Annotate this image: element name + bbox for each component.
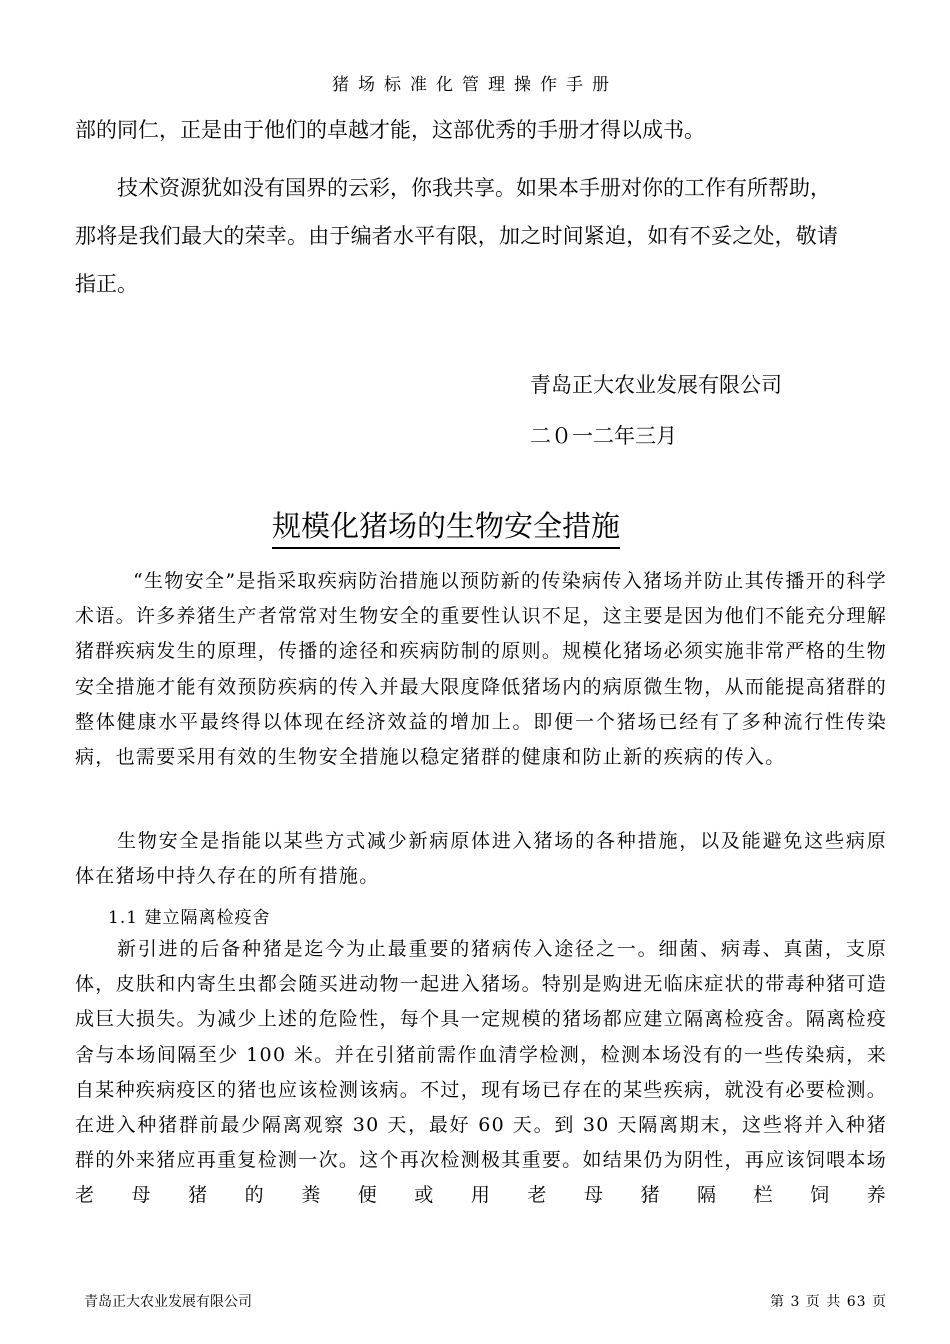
body-paragraph-1: “生物安全”是指采取疾病防治措施以预防新的传染病传入猪场并防止其传播开的科学术语。许多养猪生产者常常对生物安全的重要性认识不足，这主要是因为他们不能充分理解猪群疾病发生的原理，传播的途径和疾病防制的原则。规模化猪场必须实施非常严格的生物安全措施才能有效预防疾病的传入并最大限度降低猪场内的病原微生物，从而能提高猪群的整体健康水平最终得以体现在经济效益的增加上。即便一个猪场已经有了多种流行性传染病，也需要采用有效的生物安全措施以稳定猪群的健康和防止新的疾病的传入。	[75, 570, 888, 769]
footer-company: 青岛正大农业发展有限公司	[84, 1294, 252, 1310]
body-paragraph-2: 生物安全是指能以某些方式减少新病原体进入猪场的各种措施，以及能避免这些病原体在猪场中持久存在的所有措施。	[75, 830, 887, 888]
signature-organization: 青岛正大农业发展有限公司	[530, 373, 782, 397]
preface-paragraph-2-line-3: 指正。	[75, 272, 138, 296]
body-paragraph-3: 新引进的后备种猪是迄今为止最重要的猪病传入途径之一。细菌、病毒、真菌，支原体，皮肤和内寄生虫都会随买进动物一起进入猪场。特别是购进无临床症状的带毒种猪可造成巨大损失。为减少上述的危险性，每个具一定规模的猪场都应建立隔离检疫舍。隔离检疫舍与本场间隔至少 100 米。并在引猪前需作血清学检测，检测本场没有的一些传染病，来自某种疾病疫区的猪也应该检测该病。不过，现有场已存在的某些疾病，就没有必要检测。在进入种猪群前最少隔离观察 30 天，最好 60 天。到 30 天隔离期末，这些将并入种猪群的外来猪应再重复检测一次。这个再次检测极其重要。如结果仍为阴性，再应该饲喂本场老母猪的粪便或用老母猪隔栏饲养	[75, 938, 888, 1207]
footer-page-number: 第 3 页 共 63 页	[770, 1294, 887, 1310]
preface-paragraph-1: 部的同仁，正是由于他们的卓越才能，这部优秀的手册才得以成书。	[75, 118, 705, 142]
signature-date: 二０一二年三月	[530, 424, 677, 448]
running-header: 猪场标准化管理操作手册	[332, 75, 618, 95]
preface-paragraph-2-line-2: 那将是我们最大的荣幸。由于编者水平有限，加之时间紧迫，如有不妥之处，敬请	[75, 224, 839, 248]
section-title: 规模化猪场的生物安全措施	[272, 507, 620, 549]
preface-paragraph-2-line-1: 技术资源犹如没有国界的云彩，你我共享。如果本手册对你的工作有所帮助，	[117, 176, 831, 200]
subsection-heading: 1.1 建立隔离检疫舍	[108, 908, 271, 928]
